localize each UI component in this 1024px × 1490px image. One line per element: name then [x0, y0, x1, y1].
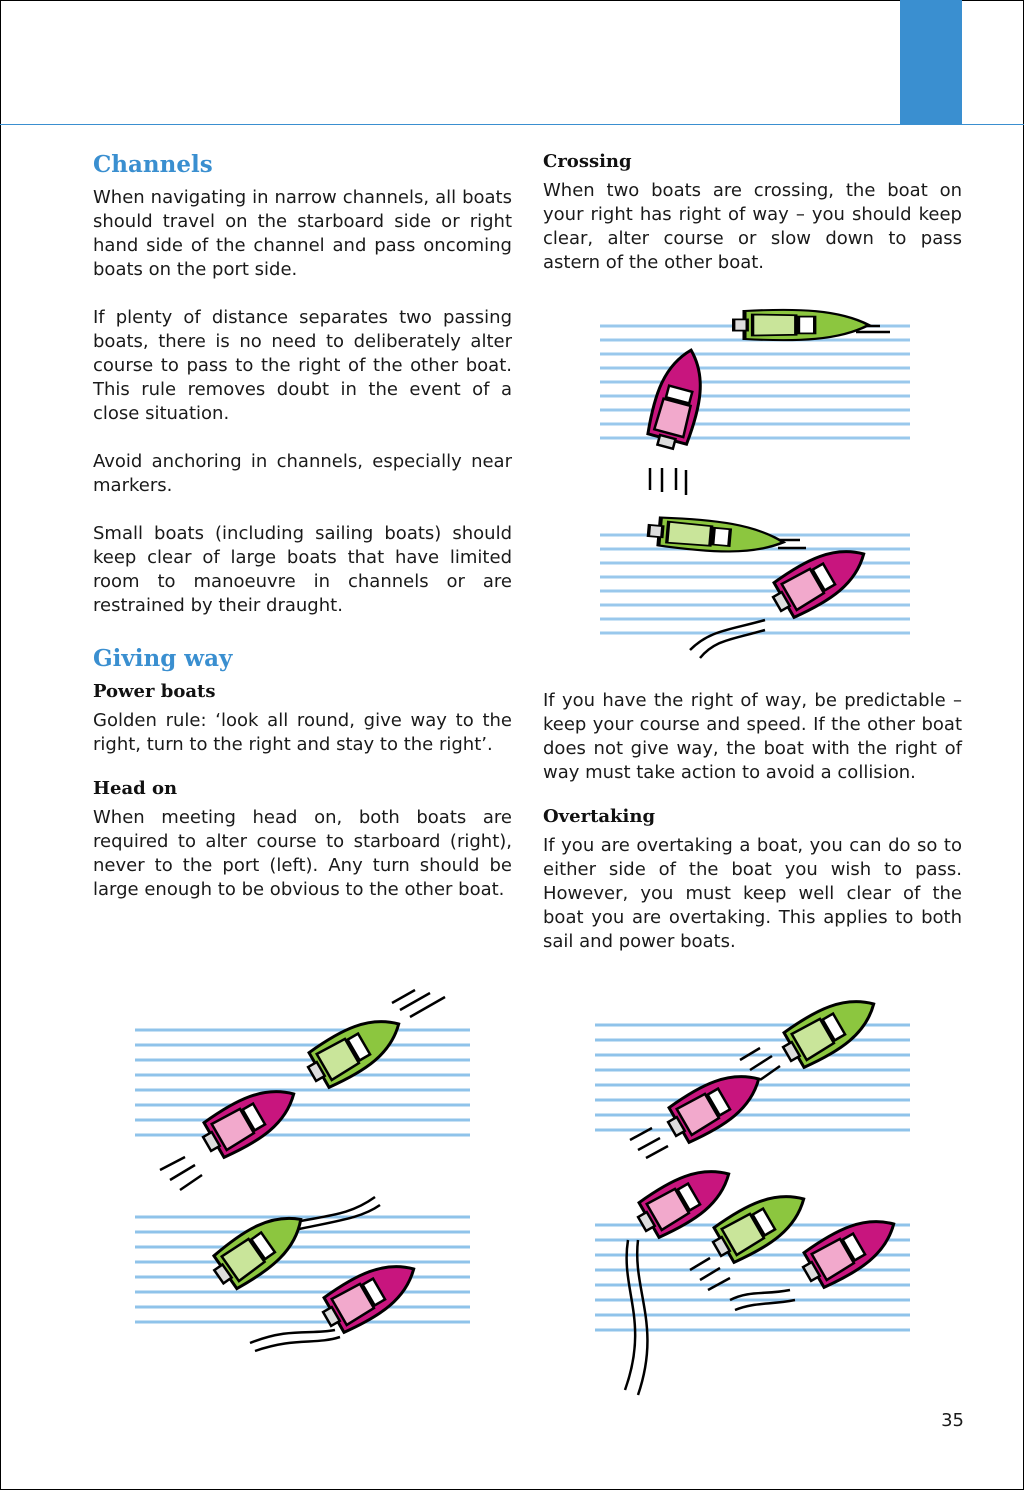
water-lines: [600, 326, 910, 633]
right-column-bottom: [543, 689, 962, 954]
channels-paragraph-4: Small boats (including sailing boats) should keep clear of large boats that have limited room to manoeuvre in channels or are restrained by their draught.: [93, 523, 512, 616]
channels-heading: Channels: [93, 151, 213, 178]
giving-way-heading: Giving way: [93, 645, 233, 672]
power-boats-heading: Power boats: [93, 681, 216, 702]
right-of-way-text: If you have the right of way, be predictable – keep your course and speed. If the other boat does not give way, the boat with the right of way must take action to avoid a collision.: [543, 690, 962, 783]
power-boats-text: Golden rule: ‘look all round, give way to the right, turn to the right and stay to the right’.: [93, 710, 512, 755]
head-on-heading: Head on: [93, 778, 178, 799]
green-boat-icon: [648, 515, 785, 557]
magenta-boat-icon: [796, 1205, 904, 1293]
magenta-boat-icon: [661, 1060, 769, 1148]
left-column: [93, 150, 512, 902]
magenta-boat-icon: [644, 345, 712, 453]
crossing-illustration: [590, 290, 920, 670]
green-boat-icon: [734, 310, 869, 340]
water-lines: [595, 1025, 910, 1330]
green-boat-icon: [776, 990, 884, 1073]
head-on-text: When meeting head on, both boats are required to alter course to starboard (right), never to the port (left). Any turn should be large enough to be obvious to the other boat.: [93, 807, 512, 900]
water-lines: [135, 1030, 470, 1322]
head-on-illustration: [130, 985, 480, 1370]
crossing-text: When two boats are crossing, the boat on your right has right of way – you should keep clear, alter course or slow down to pass astern of the other boat.: [543, 180, 962, 273]
header-color-tab: [900, 0, 962, 124]
channels-paragraph-2: If plenty of distance separates two passing boats, there is no need to deliberately alter course to pass to the right of the other boat. This rule removes doubt in the event of a close situation.: [93, 307, 512, 424]
crossing-heading: Crossing: [543, 151, 632, 172]
overtaking-illustration: [590, 990, 920, 1400]
header-rule: [0, 124, 1024, 125]
channels-paragraph-1: When navigating in narrow channels, all boats should travel on the starboard side or right hand side of the channel and pass oncoming boats on the port side.: [93, 187, 512, 280]
page-number: 35: [941, 1410, 964, 1431]
channels-paragraph-3: Avoid anchoring in channels, especially near markers.: [93, 451, 512, 496]
green-boat-icon: [301, 1005, 409, 1093]
overtaking-text: If you are overtaking a boat, you can do so to either side of the boat you wish to pass. However, you must keep well clear of the boat you are overtaking. This applies to both sail and power boats.: [543, 835, 962, 952]
overtaking-heading: Overtaking: [543, 806, 656, 827]
right-column-top: [543, 150, 962, 275]
